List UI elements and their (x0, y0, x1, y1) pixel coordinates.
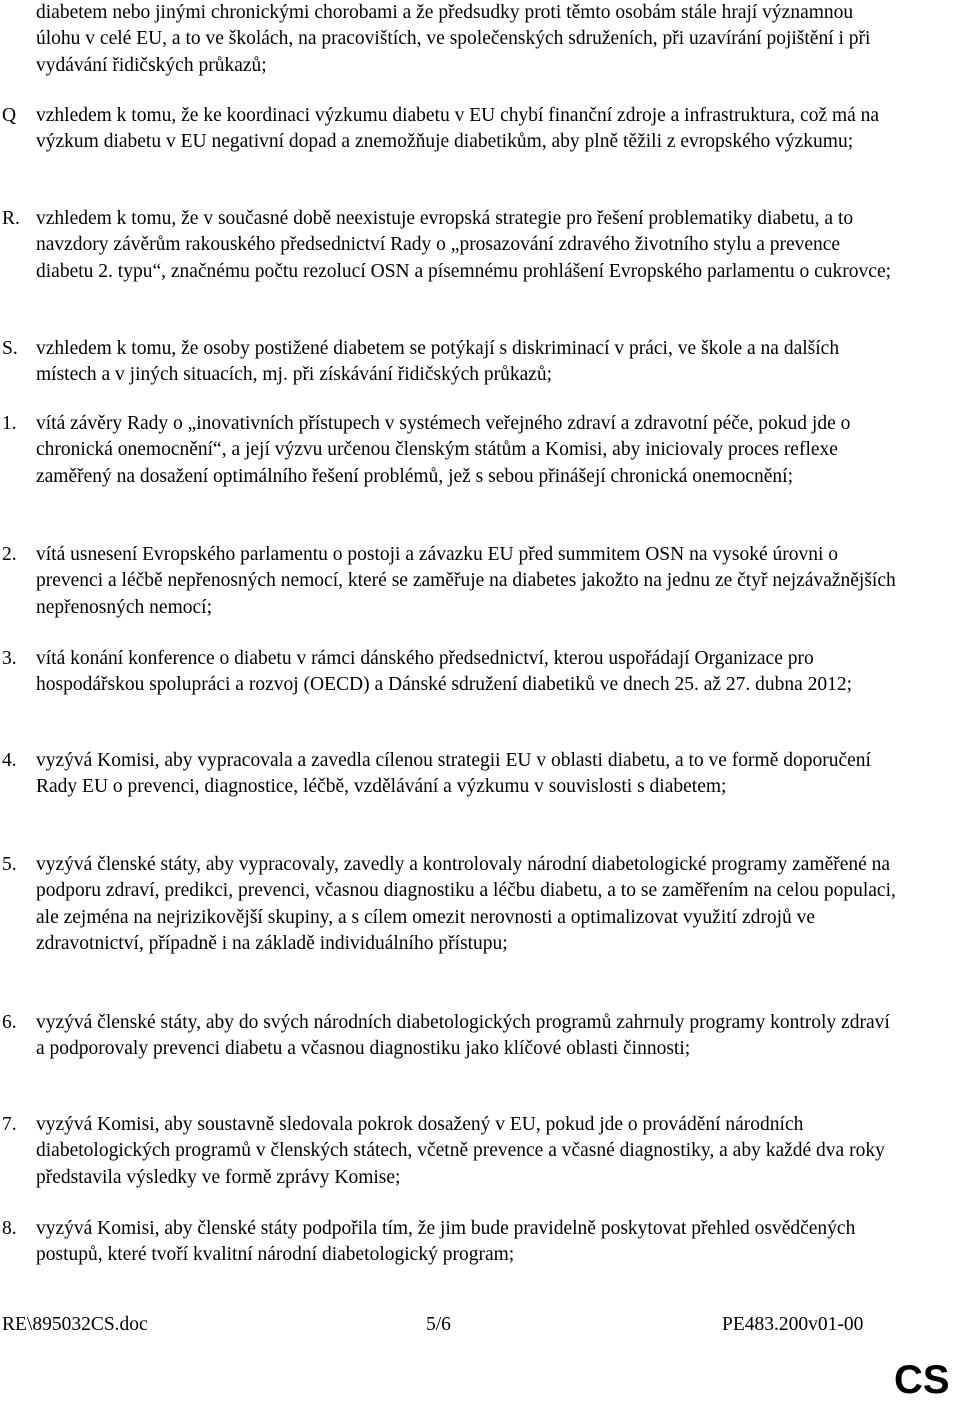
item-3 (0, 646, 900, 699)
item-text: vítá závěry Rady o „inovativních přístupech v systémech veřejného zdraví a zdravotní péče, pokud jde o chronická onemocnění“, a její výzvu určenou členským státům a Komisi, aby iniciovaly proces reflexe zaměřený na dosažení optimálního řešení problémů, jež s sebou přinášejí chronická onemocnění; (36, 413, 851, 487)
recital-marker: S. (2, 338, 18, 359)
item-text: vyzývá Komisi, aby členské státy podpořila tím, že jim bude pravidelně poskytovat přehled osvědčených postupů, které tvoří kvalitní národní diabetologický program; (36, 1218, 856, 1266)
recital-q (0, 103, 900, 156)
document-reference: RE\895032CS.doc (2, 1314, 148, 1335)
item-number: 4. (2, 750, 17, 771)
recital-text: vzhledem k tomu, že osoby postižené diabetem se potýkají s diskriminací v práci, ve škole a na dalších místech a v jiných situacích, mj. při získávání řidičských průkazů; (36, 338, 840, 386)
item-text: vyzývá Komisi, aby soustavně sledovala pokrok dosažený v EU, pokud jde o provádění národních diabetologických programů v členských státech, včetně prevence a včasné diagnostiky, a aby každé dva roky představila výsledky ve formě zprávy Komise; (36, 1114, 885, 1188)
item-text: vyzývá členské státy, aby do svých národních diabetologických programů zahrnuly programy kontroly zdraví a podporovaly prevenci diabetu a včasnou diagnostiku jako klíčové oblasti činnosti; (36, 1012, 890, 1060)
recital-s (0, 336, 900, 389)
item-number: 6. (2, 1012, 17, 1033)
item-2 (0, 542, 900, 621)
item-4 (0, 748, 900, 801)
item-text: vítá konání konference o diabetu v rámci dánského předsednictví, kterou uspořádají Organizace pro hospodářskou spolupráci a rozvoj (OECD) a Dánské sdružení diabetiků ve dnech 25. až 27. dubna 2012; (36, 648, 853, 696)
item-number: 3. (2, 648, 17, 669)
page-number: 5/6 (426, 1314, 451, 1335)
item-number: 8. (2, 1218, 17, 1239)
intro-continuation (0, 0, 900, 79)
recital-marker: R. (2, 208, 20, 229)
item-8 (0, 1216, 900, 1269)
language-code: CS (894, 1358, 950, 1402)
recital-text: vzhledem k tomu, že v současné době neexistuje evropská strategie pro řešení problematiky diabetu, a to navzdory závěrům rakouského předsednictví Rady o „prosazování zdravého životního stylu a prevence diabetu 2. typu“, značnému počtu rezolucí OSN a písemnému prohlášení Evropského parlamentu o cukrovce; (36, 208, 892, 282)
recital-text: vzhledem k tomu, že ke koordinaci výzkumu diabetu v EU chybí finanční zdroje a infrastruktura, což má na výzkum diabetu v EU negativní dopad a znemožňuje diabetikům, aby plně těžili z evropského výzkumu; (36, 105, 880, 153)
item-5 (0, 852, 900, 958)
item-number: 7. (2, 1114, 17, 1135)
item-text: vyzývá členské státy, aby vypracovaly, zavedly a kontrolovaly národní diabetologické programy zaměřené na podporu zdraví, predikci, prevenci, včasnou diagnostiku a léčbu diabetu, a to se zaměřením na celou populaci, ale zejména na nejrizikovější skupiny, a s cílem omezit nerovnosti a optimalizovat využití zdrojů ve zdravotnictví, případně i na základě individuálního přístupu; (36, 854, 896, 955)
item-7 (0, 1112, 900, 1191)
paragraph-text: diabetem nebo jinými chronickými chorobami a že předsudky proti těmto osobám stále hrají významnou úlohu v celé EU, a to ve školách, na pracovištích, ve společenských sdruženích, při uzavírání pojištění i při vydávání řidičských průkazů; (36, 2, 871, 76)
item-number: 1. (2, 413, 17, 434)
item-number: 2. (2, 544, 17, 565)
item-text: vyzývá Komisi, aby vypracovala a zavedla cílenou strategii EU v oblasti diabetu, a to ve formě doporučení Rady EU o prevenci, diagnostice, léčbě, vzdělávání a výzkumu v souvislosti s diabetem; (36, 750, 871, 798)
recital-marker: Q (2, 105, 17, 126)
recital-r (0, 206, 900, 285)
pe-reference: PE483.200v01-00 (722, 1314, 864, 1335)
item-6 (0, 1010, 900, 1063)
item-1 (0, 411, 900, 490)
item-number: 5. (2, 854, 17, 875)
item-text: vítá usnesení Evropského parlamentu o postoji a závazku EU před summitem OSN na vysoké úrovni o prevenci a léčbě nepřenosných nemocí, které se zaměřuje na diabetes jakožto na jednu ze čtyř nejzávažnějších nepřenosných nemocí; (36, 544, 896, 618)
